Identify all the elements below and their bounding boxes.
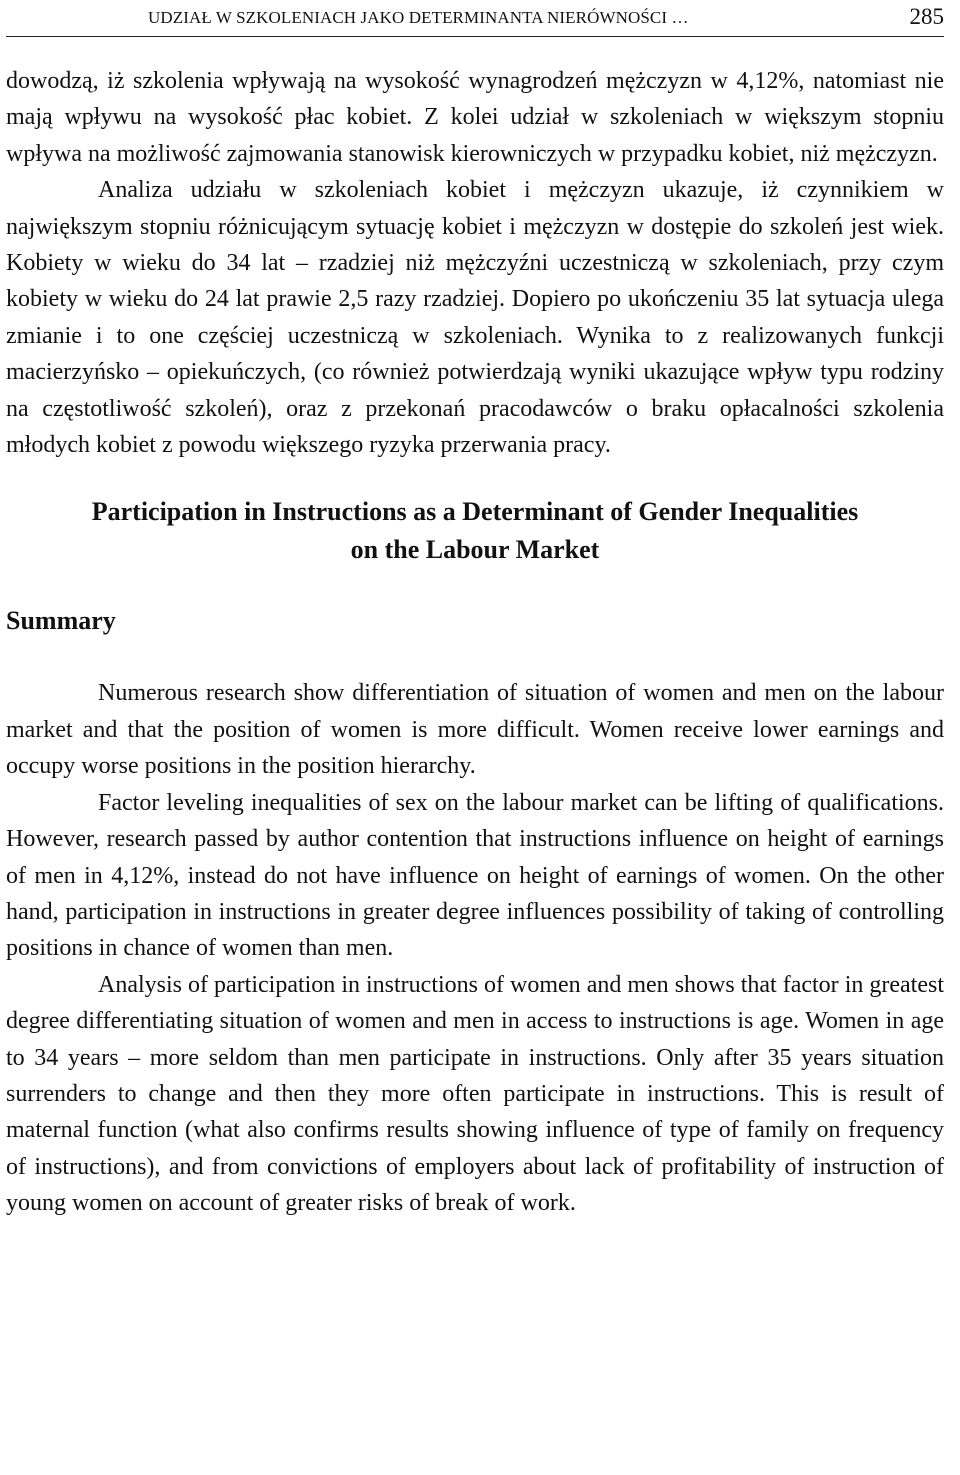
paper-title-line: Participation in Instructions as a Determinant of Gender Inequalities [91, 497, 859, 527]
summary-paragraph: Factor leveling inequalities of sex on the labour market can be lifting of qualifications. However, research passed by author contention that instructions influence on height of earnings of men in 4,12%, instead do not have influence on height of earnings of women. On the other hand, participation in instructions in greater degree influences possibility of taking of controlling positions in chance of women than men. [6, 789, 944, 962]
paper-title-line: on the Labour Market [350, 535, 600, 565]
polish-section [6, 63, 944, 463]
summary-heading: Summary [6, 606, 116, 636]
summary-paragraph: Numerous research show differentiation of situation of women and men on the labour market and that the position of women is more difficult. Women receive lower earnings and occupy worse positions in the position hierarchy. [6, 680, 944, 780]
page-number: 285 [909, 4, 944, 29]
running-header [6, 2, 944, 37]
summary-paragraph: Analysis of participation in instructions of women and men shows that factor in greatest degree differentiating situation of women and men in access to instructions is age. Women in age to 34 years – more seldom than men participate in instructions. Only after 35 years situation surrenders to change and then they more often participate in instructions. This is result of maternal function (what also confirms results showing influence of type of family on frequency of instructions), and from convictions of employers about lack of profitability of instruction of young women on account of greater risks of break of work. [6, 971, 944, 1217]
paper-title [6, 493, 944, 569]
running-title: UDZIAŁ W SZKOLENIACH JAKO DETERMINANTA NIERÓWNOŚCI … [148, 8, 689, 27]
body-paragraph: Analiza udziału w szkoleniach kobiet i mężczyzn ukazuje, iż czynnikiem w największym stopniu różnicującym sytuację kobiet i mężczyzn w dostępie do szkoleń jest wiek. Kobiety w wieku do 34 lat – rzadziej niż mężczyźni uczestniczą w szkoleniach, przy czym kobiety w wieku do 24 lat prawie 2,5 razy rzadziej. Dopiero po ukończeniu 35 lat sytuacja ulega zmianie i to one częściej uczestniczą w szkoleniach. Wynika to z realizowanych funkcji macierzyńsko – opiekuńczych, (co również potwierdzają wyniki ukazujące wpływ typu rodziny na częstotliwość szkoleń), oraz z przekonań pracodawców o braku opłacalności szkolenia młodych kobiet z powodu większego ryzyka przerwania pracy. [6, 177, 944, 459]
body-paragraph: dowodzą, iż szkolenia wpływają na wysokość wynagrodzeń mężczyzn w 4,12%, natomiast nie mają wpływu na wysokość płac kobiet. Z kolei udział w szkoleniach w większym stopniu wpływa na możliwość zajmowania stanowisk kierowniczych w przypadku kobiet, niż mężczyzn. [6, 68, 944, 167]
summary-section [6, 675, 944, 1221]
document-page [6, 0, 944, 1222]
